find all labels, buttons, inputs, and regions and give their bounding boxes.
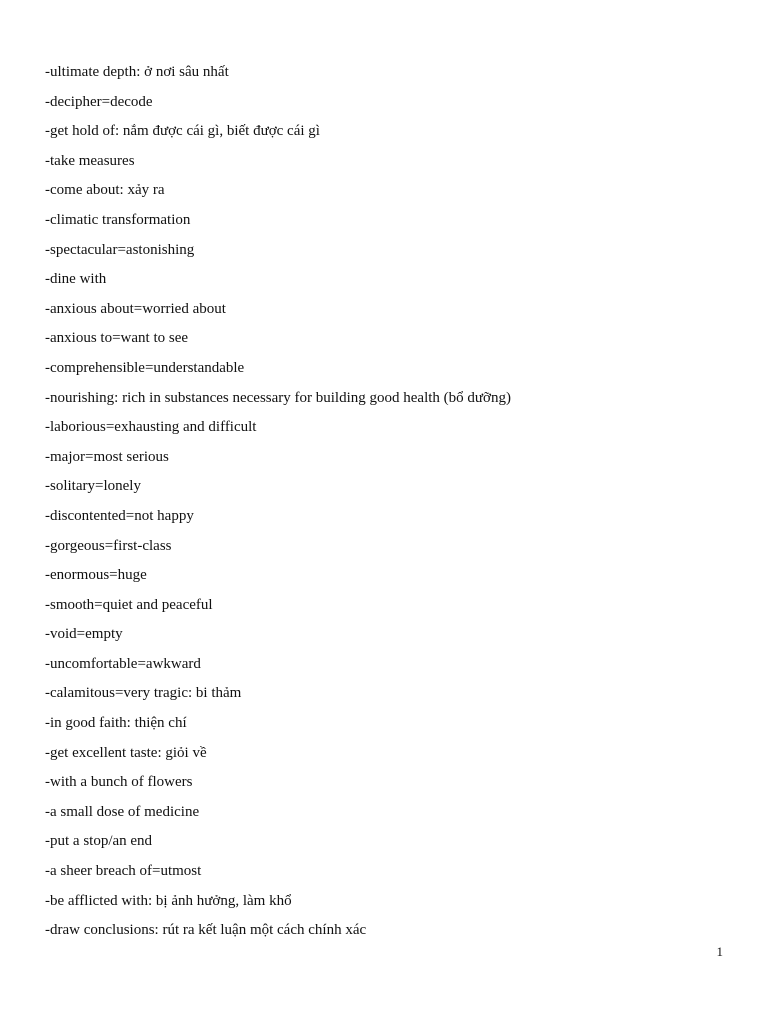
- vocab-line: -major=most serious: [45, 448, 169, 465]
- vocab-line: -smooth=quiet and peaceful: [45, 596, 213, 613]
- vocab-line: -be afflicted with: bị ảnh hưởng, làm khổ: [45, 892, 292, 909]
- vocab-line: -void=empty: [45, 626, 123, 643]
- vocab-line: -with a bunch of flowers: [45, 774, 193, 791]
- vocab-line: -laborious=exhausting and difficult: [45, 419, 257, 436]
- vocab-line: -get excellent taste: giỏi về: [45, 744, 207, 761]
- vocab-line: -climatic transformation: [45, 211, 191, 228]
- vocab-line: -comprehensible=understandable: [45, 359, 245, 376]
- vocab-line: -in good faith: thiện chí: [45, 715, 187, 732]
- vocab-line: -come about: xảy ra: [45, 182, 165, 199]
- vocab-line: -take measures: [45, 152, 135, 169]
- vocab-line: -a small dose of medicine: [45, 803, 200, 820]
- vocab-line: -decipher=decode: [45, 93, 153, 110]
- vocab-line: -uncomfortable=awkward: [45, 655, 201, 672]
- page-number: 1: [716, 944, 723, 959]
- vocab-line: -draw conclusions: rút ra kết luận một cách chính xác: [45, 922, 367, 939]
- vocab-line: -ultimate depth: ở nơi sâu nhất: [45, 64, 229, 80]
- vocabulary-list: [45, 58, 735, 946]
- vocab-line: -anxious about=worried about: [45, 300, 226, 317]
- vocab-line: -nourishing: rich in substances necessary for building good health (bổ dưỡng): [45, 389, 511, 406]
- vocab-line: -a sheer breach of=utmost: [45, 863, 202, 880]
- vocab-line: -gorgeous=first-class: [45, 537, 172, 554]
- vocab-line: -get hold of: nắm được cái gì, biết được cái gì: [45, 123, 320, 140]
- vocab-line: -dine with: [45, 271, 107, 288]
- vocab-line: -discontented=not happy: [45, 507, 194, 524]
- vocab-line: -calamitous=very tragic: bi thảm: [45, 685, 242, 702]
- vocab-line: -spectacular=astonishing: [45, 241, 195, 258]
- vocab-line: -solitary=lonely: [45, 478, 141, 495]
- vocab-line: -put a stop/an end: [45, 833, 153, 850]
- vocab-line: -enormous=huge: [45, 567, 147, 584]
- vocab-line: -anxious to=want to see: [45, 330, 189, 347]
